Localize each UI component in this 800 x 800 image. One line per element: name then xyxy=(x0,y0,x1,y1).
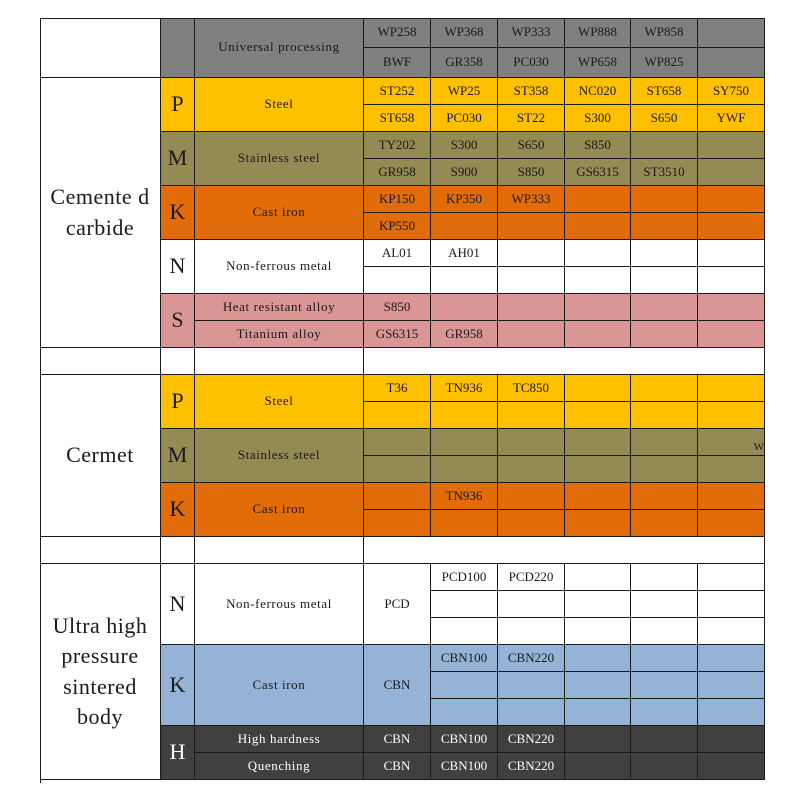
header-grade-cell: WP825 xyxy=(631,48,698,78)
grade-cell: WP333 xyxy=(498,186,565,213)
grade-cell xyxy=(565,699,631,726)
iso-letter: K xyxy=(161,186,195,240)
iso-letter: K xyxy=(161,483,195,537)
material-label: Titanium alloy xyxy=(195,321,364,348)
grade-cell xyxy=(698,483,765,510)
grade-cell xyxy=(631,321,698,348)
grade-cell: S300 xyxy=(565,105,631,132)
grade-cell xyxy=(631,672,698,699)
grade-cell xyxy=(698,402,765,429)
grade-cell: KP350 xyxy=(431,186,498,213)
header-grade-cell: WP333 xyxy=(498,18,565,48)
separator-row xyxy=(161,537,195,564)
header-letter-blank xyxy=(161,18,195,78)
grade-cell xyxy=(565,375,631,402)
grade-cell xyxy=(565,753,631,780)
grade-cell xyxy=(498,402,565,429)
grade-cell: CBN100 xyxy=(431,753,498,780)
grade-cell: CBN220 xyxy=(498,645,565,672)
grade-cell: CBN100 xyxy=(431,645,498,672)
grade-cell xyxy=(698,672,765,699)
grade-cell xyxy=(364,483,431,510)
grade-cell xyxy=(631,375,698,402)
grade-cell xyxy=(631,591,698,618)
grade-cell xyxy=(698,186,765,213)
grade-cell: S300 xyxy=(431,132,498,159)
grade-cell xyxy=(431,429,498,456)
header-grade-cell: PC030 xyxy=(498,48,565,78)
grade-cell xyxy=(498,267,565,294)
header-grade-cell xyxy=(698,18,765,48)
grade-cell xyxy=(631,402,698,429)
iso-letter: P xyxy=(161,375,195,429)
grade-cell xyxy=(631,456,698,483)
grade-cell xyxy=(698,618,765,645)
grade-cell xyxy=(565,618,631,645)
grade-cell: ST658 xyxy=(364,105,431,132)
section-title: Cermet xyxy=(40,375,161,537)
grade-cell xyxy=(698,753,765,780)
grade-cell xyxy=(698,213,765,240)
grade-cell xyxy=(565,186,631,213)
grade-cell xyxy=(631,132,698,159)
grade-cell: S850 xyxy=(565,132,631,159)
grade-cell xyxy=(631,213,698,240)
header-grade-cell: BWF xyxy=(364,48,431,78)
grade-cell: S850 xyxy=(498,159,565,186)
grade-cell: T36 xyxy=(364,375,431,402)
grade-cell xyxy=(698,510,765,537)
grade-cell xyxy=(364,510,431,537)
grade-cell: ST358 xyxy=(498,78,565,105)
iso-letter: P xyxy=(161,78,195,132)
grade-cell xyxy=(698,591,765,618)
grade-cell xyxy=(565,294,631,321)
grade-cell: SY750 xyxy=(698,78,765,105)
grade-cell xyxy=(498,240,565,267)
grade-cell xyxy=(498,429,565,456)
grade-cell xyxy=(698,159,765,186)
grade-cell: ST22 xyxy=(498,105,565,132)
header-grade-cell: GR358 xyxy=(431,48,498,78)
grade-cell: KP550 xyxy=(364,213,431,240)
grade-cell xyxy=(698,267,765,294)
grade-cell: TY202 xyxy=(364,132,431,159)
separator-row xyxy=(364,537,765,564)
grade-cell xyxy=(364,402,431,429)
grade-cell xyxy=(631,699,698,726)
grade-cell xyxy=(565,240,631,267)
grade-cell xyxy=(698,564,765,591)
material-label: Steel xyxy=(195,78,364,132)
material-label: High hardness xyxy=(195,726,364,753)
grade-cell xyxy=(698,456,765,483)
grade-cell: ST658 xyxy=(631,78,698,105)
grade-cell xyxy=(631,726,698,753)
material-label: Cast iron xyxy=(195,483,364,537)
grade-cell xyxy=(698,726,765,753)
material-label: Quenching xyxy=(195,753,364,780)
grade-cell: YWF xyxy=(698,105,765,132)
grade-cell xyxy=(565,591,631,618)
separator-row xyxy=(40,537,161,564)
grade-cell xyxy=(498,213,565,240)
grade-cell: CBN220 xyxy=(498,753,565,780)
separator-row xyxy=(364,348,765,375)
header-grade-cell: WP368 xyxy=(431,18,498,48)
grade-cell xyxy=(498,672,565,699)
grade-cell xyxy=(631,510,698,537)
grade-cell xyxy=(431,456,498,483)
grade-cell: GR958 xyxy=(364,159,431,186)
iso-letter: S xyxy=(161,294,195,348)
grade-cell xyxy=(565,645,631,672)
section-title-blank xyxy=(40,18,161,78)
grade-cell xyxy=(565,564,631,591)
iso-letter: M xyxy=(161,132,195,186)
grade-cell: TN936 xyxy=(431,375,498,402)
grade-cell xyxy=(364,267,431,294)
grade-cell xyxy=(565,429,631,456)
material-label: Non-ferrous metal xyxy=(195,240,364,294)
material-label: Steel xyxy=(195,375,364,429)
grade-cell xyxy=(565,321,631,348)
grade-cell: AL01 xyxy=(364,240,431,267)
grade-cell xyxy=(631,429,698,456)
grade-cell: GS6315 xyxy=(364,321,431,348)
grade-cell xyxy=(498,483,565,510)
grade-cell: AH01 xyxy=(431,240,498,267)
grade-cell: PCD220 xyxy=(498,564,565,591)
grade-cell xyxy=(364,456,431,483)
grade-cell xyxy=(498,321,565,348)
grade-cell xyxy=(498,699,565,726)
grade-cell: ST252 xyxy=(364,78,431,105)
grade-cell xyxy=(364,429,431,456)
grade-cell xyxy=(498,591,565,618)
grade-cell xyxy=(631,645,698,672)
material-label: Cast iron xyxy=(195,186,364,240)
grade-cell xyxy=(498,510,565,537)
grade-cell xyxy=(431,618,498,645)
grade-cell xyxy=(431,294,498,321)
grade-cell xyxy=(698,294,765,321)
header-grade-cell: WP858 xyxy=(631,18,698,48)
grade-cell: GS6315 xyxy=(565,159,631,186)
header-grade-cell xyxy=(698,48,765,78)
grade-cell xyxy=(698,645,765,672)
grade-cell: W xyxy=(698,429,765,456)
grade-cell xyxy=(565,726,631,753)
material-label: Cast iron xyxy=(195,645,364,726)
grade-cell xyxy=(698,375,765,402)
grade-cell xyxy=(431,672,498,699)
separator-row xyxy=(195,348,364,375)
grade-type: CBN xyxy=(364,753,431,780)
material-label: Non-ferrous metal xyxy=(195,564,364,645)
grade-cell xyxy=(431,591,498,618)
grade-cell xyxy=(565,672,631,699)
grade-cell: S850 xyxy=(364,294,431,321)
grade-cell: ST3510 xyxy=(631,159,698,186)
grade-cell xyxy=(631,267,698,294)
grade-type: PCD xyxy=(364,564,431,645)
grade-cell: GR958 xyxy=(431,321,498,348)
grade-cell xyxy=(631,753,698,780)
grade-cell: TC850 xyxy=(498,375,565,402)
grade-cell xyxy=(565,402,631,429)
grade-cell xyxy=(565,510,631,537)
grade-cell xyxy=(565,267,631,294)
iso-letter: H xyxy=(161,726,195,780)
grade-cell: PC030 xyxy=(431,105,498,132)
grade-cell: TN936 xyxy=(431,483,498,510)
grade-cell xyxy=(698,321,765,348)
separator-row xyxy=(195,537,364,564)
grade-cell xyxy=(565,213,631,240)
grade-cell xyxy=(498,618,565,645)
grade-cell: NC020 xyxy=(565,78,631,105)
grade-cell xyxy=(631,564,698,591)
grade-cell xyxy=(565,483,631,510)
grade-cell: KP150 xyxy=(364,186,431,213)
section-title: Cemente d carbide xyxy=(40,78,161,348)
grade-cell: S650 xyxy=(498,132,565,159)
grade-cell xyxy=(698,699,765,726)
iso-letter: K xyxy=(161,645,195,726)
grade-cell: S650 xyxy=(631,105,698,132)
header-grade-cell: WP888 xyxy=(565,18,631,48)
grade-cell xyxy=(498,294,565,321)
grade-cell xyxy=(631,240,698,267)
material-label: Stainless steel xyxy=(195,429,364,483)
grade-cell: WP25 xyxy=(431,78,498,105)
iso-letter: N xyxy=(161,564,195,645)
separator-row xyxy=(161,348,195,375)
iso-letter: N xyxy=(161,240,195,294)
iso-letter: M xyxy=(161,429,195,483)
grade-cell xyxy=(431,699,498,726)
grade-cell xyxy=(698,240,765,267)
grade-cell xyxy=(565,456,631,483)
grade-cell: CBN220 xyxy=(498,726,565,753)
grade-cell xyxy=(431,402,498,429)
material-label: Heat resistant alloy xyxy=(195,294,364,321)
grade-cell: PCD100 xyxy=(431,564,498,591)
grade-cell xyxy=(431,267,498,294)
grade-cell xyxy=(631,294,698,321)
separator-row xyxy=(40,348,161,375)
grade-cell xyxy=(631,618,698,645)
grade-cell xyxy=(431,510,498,537)
header-grade-cell: WP658 xyxy=(565,48,631,78)
grade-cell xyxy=(698,132,765,159)
grade-type: CBN xyxy=(364,726,431,753)
grade-cell xyxy=(431,213,498,240)
header-grade-cell: WP258 xyxy=(364,18,431,48)
section-title: Ultra high pressure sintered body xyxy=(40,564,161,780)
grade-cell xyxy=(631,483,698,510)
grade-cell xyxy=(631,186,698,213)
header-label: Universal processing xyxy=(195,18,364,78)
material-label: Stainless steel xyxy=(195,132,364,186)
grade-cell: S900 xyxy=(431,159,498,186)
grade-type: CBN xyxy=(364,645,431,726)
grade-cell xyxy=(498,456,565,483)
grade-cell: CBN100 xyxy=(431,726,498,753)
